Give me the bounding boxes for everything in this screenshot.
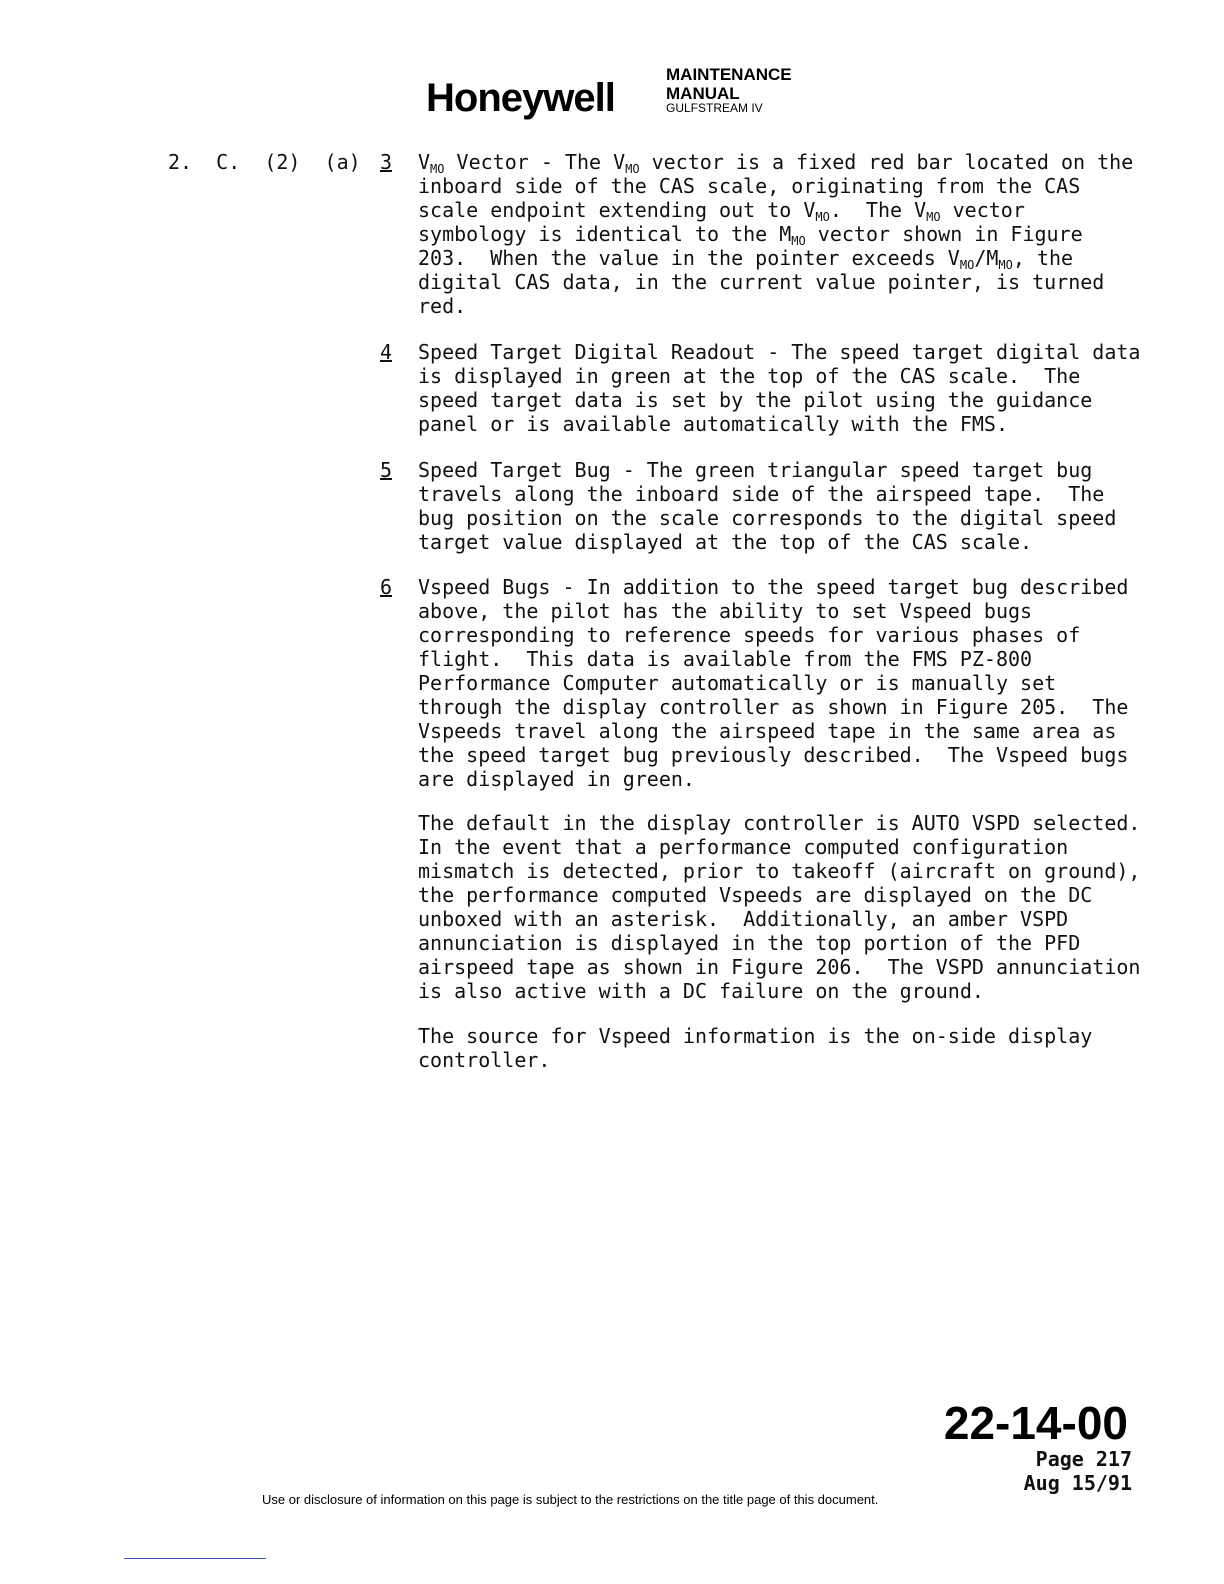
text-line: The default in the display controller is AUTO VSPD selected.	[418, 811, 1141, 835]
text-line: are displayed in green.	[418, 767, 695, 791]
text-line: travels along the inboard side of the airspeed tape. The	[418, 482, 1105, 506]
text-line: mismatch is detected, prior to takeoff (aircraft on ground),	[418, 859, 1141, 883]
item-marker-4: 4	[380, 340, 393, 364]
revision-date: Aug 15/91	[1023, 1471, 1132, 1495]
item-5-text	[418, 458, 1178, 554]
text-line: the performance computed Vspeeds are displayed on the DC	[418, 883, 1093, 907]
item-6-text	[418, 575, 1178, 791]
text-line: target value displayed at the top of the CAS scale.	[418, 530, 1033, 554]
text-line: annunciation is displayed in the top portion of the PFD	[418, 931, 1081, 955]
text-line: 203. When the value in the pointer exceeds $V_{MO}/M_{MO}$, the	[418, 246, 1074, 272]
chapter-code: 22-14-00	[943, 1397, 1128, 1449]
manual-title	[666, 66, 792, 114]
text-line: is displayed in green at the top of the CAS scale. The	[418, 364, 1081, 388]
text-line: panel or is available automatically with the FMS.	[418, 412, 1009, 436]
item-marker-5: 5	[380, 458, 393, 482]
honeywell-logo: Honeywell	[426, 76, 615, 120]
text-line: Vspeed Bugs - In addition to the speed target bug described	[418, 575, 1129, 599]
text-line: Performance Computer automatically or is manually set	[418, 671, 1057, 695]
footer-rule	[124, 1558, 266, 1559]
text-line: digital CAS data, in the current value pointer, is turned	[418, 270, 1105, 294]
text-line: scale endpoint extending out to $V_{MO}$. The $V_{MO}$ vector	[418, 198, 1025, 224]
text-line: airspeed tape as shown in Figure 206. The VSPD annunciation	[418, 955, 1141, 979]
text-line: the speed target bug previously described. The Vspeed bugs	[418, 743, 1129, 767]
disclosure-notice: Use or disclosure of information on this page is subject to the restrictions on the title page of this document.	[262, 1492, 879, 1507]
page-number: Page 217	[1035, 1447, 1132, 1471]
text-line: bug position on the scale corresponds to the digital speed	[418, 506, 1117, 530]
text-line: controller.	[418, 1048, 551, 1072]
text-line: Vspeeds travel along the airspeed tape in the same area as	[418, 719, 1117, 743]
manual-title-line1: MAINTENANCE	[666, 65, 792, 84]
item-marker-3: 3	[380, 150, 393, 174]
vspd-source-paragraph	[418, 1024, 1178, 1072]
text-line: flight. This data is available from the FMS PZ-800	[418, 647, 1033, 671]
text-line: is also active with a DC failure on the ground.	[418, 979, 984, 1003]
vspd-default-paragraph	[418, 811, 1178, 1003]
text-line: Speed Target Digital Readout - The speed target digital data	[418, 340, 1141, 364]
item-marker-6: 6	[380, 575, 393, 599]
item-4-text	[418, 340, 1178, 436]
paragraph-number: 2. C. (2) (a)	[168, 150, 361, 174]
text-line: corresponding to reference speeds for various phases of	[418, 623, 1081, 647]
item-3-text	[418, 150, 1178, 318]
text-line: Speed Target Bug - The green triangular speed target bug	[418, 458, 1093, 482]
manual-title-line3: GULFSTREAM IV	[666, 101, 763, 115]
text-line: above, the pilot has the ability to set Vspeed bugs	[418, 599, 1033, 623]
text-line: speed target data is set by the pilot using the guidance	[418, 388, 1093, 412]
text-line: The source for Vspeed information is the on-side display	[418, 1024, 1093, 1048]
text-line: symbology is identical to the $M_{MO}$ vector shown in Figure	[418, 222, 1083, 248]
text-line: red.	[418, 294, 467, 318]
manual-title-line2: MANUAL	[666, 84, 740, 103]
text-line: $V_{MO}$ Vector - The $V_{MO}$ vector is a fixed red bar located on the	[418, 150, 1134, 176]
text-line: through the display controller as shown in Figure 205. The	[418, 695, 1129, 719]
text-line: In the event that a performance computed configuration	[418, 835, 1069, 859]
text-line: unboxed with an asterisk. Additionally, an amber VSPD	[418, 907, 1069, 931]
text-line: inboard side of the CAS scale, originating from the CAS	[418, 174, 1081, 198]
page-header	[426, 66, 826, 126]
